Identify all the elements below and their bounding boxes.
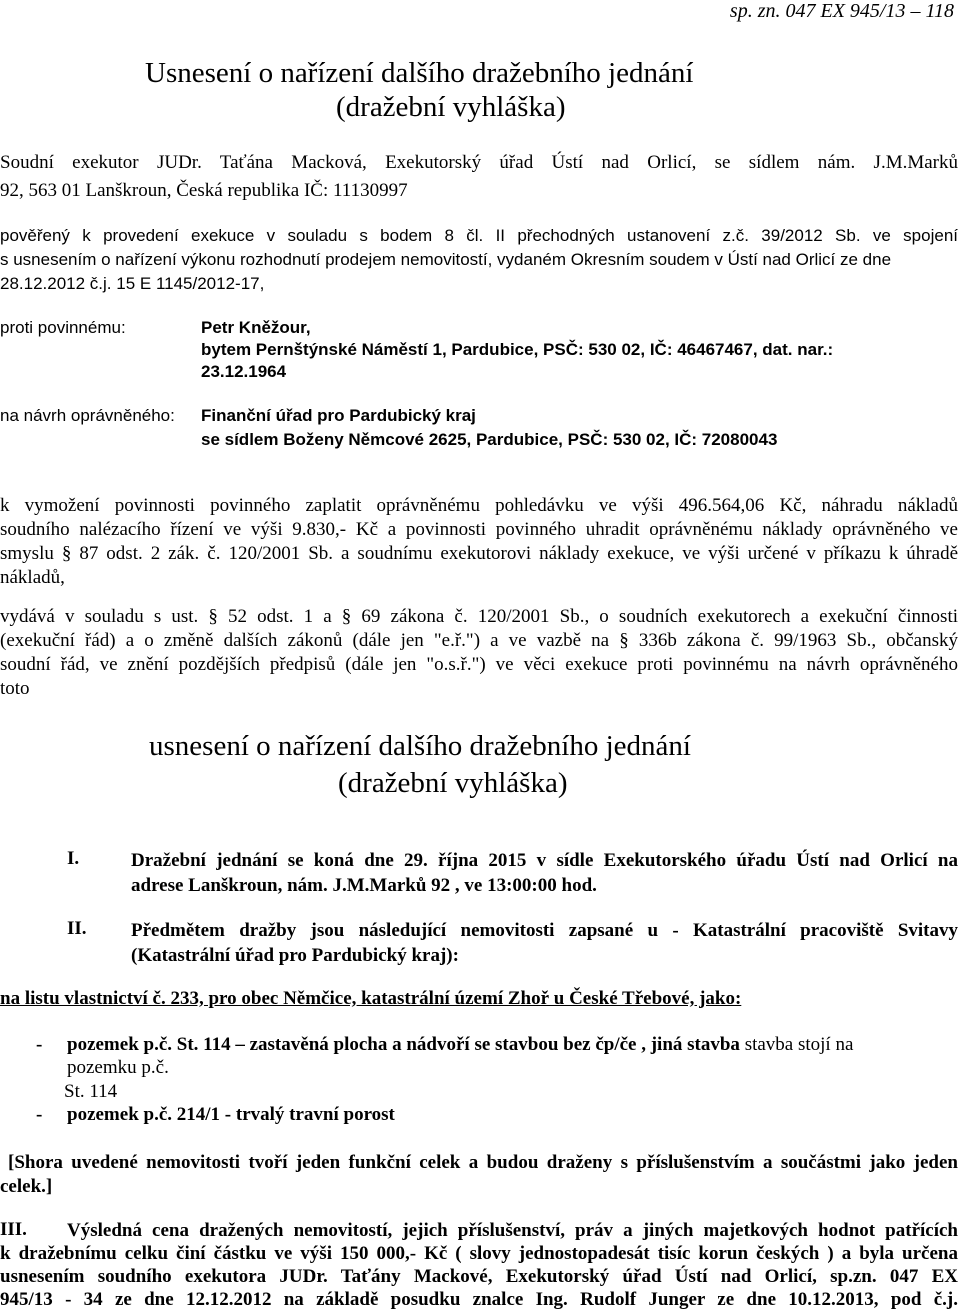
document-title-line1: Usnesení o nařízení dalšího dražebního jednání [145,57,694,89]
debtor-label: proti povinnému: [0,318,126,337]
claim-line4: nákladů, [0,567,65,588]
section-3-line4: 945/13 - 34 ze dne 12.12.2012 na základě posudku znalce Ing. Rudolf Junger ze dne 10.12.2013, pod č.j. [0,1289,958,1310]
note-line2: celek.] [0,1176,53,1197]
executor-line2: 92, 563 01 Lanškroun, Česká republika IČ: 11130997 [0,180,408,201]
creditor-address: se sídlem Boženy Němcové 2625, Pardubice, PSČ: 530 02, IČ: 72080043 [201,430,778,449]
issue-line1: vydává v souladu s ust. § 52 odst. 1 a § 69 zákona č. 120/2001 Sb., o soudních exekutorech a exekuční činnosti [0,606,958,627]
section-1-number: I. [67,848,80,869]
section-3-line3: usnesením soudního exekutora JUDr. Taťány Mackové, Exekutorský úřad Ústí nad Orlicí, sp.zn. 047 EX [0,1266,958,1287]
section-1-line1: Dražební jednání se koná dne 29. října 2015 v sídle Exekutorského úřadu Ústí nad Orlicí na [131,850,958,871]
claim-line2: soudního nalézacího řízení ve výši 9.830,- Kč a povinnosti povinného uhradit oprávněnému náklady oprávněného ve [0,519,958,540]
item-1-line1 [67,1034,853,1056]
executor-line1: Soudní exekutor JUDr. Taťána Macková, Exekutorský úřad Ústí nad Orlicí, se sídlem nám. J.M.Marků [0,152,958,173]
section-3-line2: k dražebnímu celku činí částku ve výši 150 000,- Kč ( slovy jednostopadesát tisíc korun českých ) a byla určena [0,1243,958,1264]
issue-line4: toto [0,678,30,699]
section-1-text [131,848,958,898]
item-1-bold: pozemek p.č. St. 114 – zastavěná plocha a nádvoří se stavbou bez čp/če , jiná stavba [67,1034,740,1055]
section-3-number: III. [0,1219,27,1240]
issue-paragraph [0,605,958,701]
mandate-line2: s usnesením o nařízení výkonu rozhodnutí prodejem nemovitostí, vydaném Okresním soudem v Ústí nad Orlicí ze dne [0,250,892,269]
section-2-line1: Předmětem dražby jsou následující nemovitosti zapsané u - Katastrální pracoviště Svitavy [131,920,958,941]
debtor-address: bytem Pernštýnské Náměstí 1, Pardubice, PSČ: 530 02, IČ: 46467467, dat. nar.: [201,340,834,359]
section-3-line1: Výsledná cena dražených nemovitostí, jejich příslušenství, práv a jiných majetkových hodnot patřících [67,1220,958,1241]
creditor-name: Finanční úřad pro Pardubický kraj [201,406,476,425]
section-3-line1-block [67,1219,958,1242]
note-line1: [Shora uvedené nemovitosti tvoří jeden funkční celek a budou draženy s příslušenstvím a součástmi jako jeden [8,1152,958,1173]
item-1-line3: St. 114 [64,1081,118,1102]
section-2-line2: (Katastrální úřad pro Pardubický kraj): [131,945,459,966]
item-1-dash: - [36,1034,43,1055]
executor-paragraph [0,152,958,202]
resolution-title-line2: (dražební vyhláška) [338,767,568,799]
ownership-heading: na listu vlastnictví č. 233, pro obec Němčice, katastrální území Zhoř u České Třebové, jako: [0,988,742,1009]
item-2-text: pozemek p.č. 214/1 - trvalý travní porost [67,1104,395,1125]
debtor-name: Petr Kněžour, [201,318,311,337]
section-2-text [131,918,958,968]
mandate-line3: 28.12.2012 č.j. 15 E 1145/2012-17, [0,274,265,293]
claim-line1: k vymožení povinnosti povinného zaplatit oprávněnému pohledávku ve výši 496.564,06 Kč, náhradu nákladů [0,495,958,516]
creditor-label: na návrh oprávněného: [0,406,175,425]
item-1-line2: pozemku p.č. [67,1057,169,1078]
resolution-title-line1: usnesení o nařízení dalšího dražebního jednání [149,730,691,762]
document-title-line2: (dražební vyhláška) [336,91,566,123]
section-1-line2: adrese Lanškroun, nám. J.M.Marků 92 , ve 13:00:00 hod. [131,875,597,896]
item-2-dash: - [36,1104,43,1125]
mandate-line1: pověřený k provedení exekuce v souladu s bodem 8 čl. II přechodných ustanovení z.č. 39/2012 Sb. ve spojení [0,226,958,245]
mandate-paragraph [0,224,958,296]
debtor-dob: 23.12.1964 [201,362,287,381]
case-reference: sp. zn. 047 EX 945/13 – 118 [729,0,954,22]
section-3-text [0,1242,958,1311]
section-2-number: II. [67,918,87,939]
claim-line3: smyslu § 87 odst. 2 zák. č. 120/2001 Sb. a soudnímu exekutorovi náklady exekuce, ve výši určené v příkazu k úhradě [0,543,958,564]
note-paragraph [0,1151,958,1199]
issue-line2: (exekuční řád) a o změně dalších zákonů (dále jen "e.ř.") a ve vazbě na § 336b zákona č. 99/1963 Sb., občanský [0,630,958,651]
item-1-rest: stavba stojí na [739,1034,854,1055]
issue-line3: soudní řád, ve znění pozdějších předpisů (dále jen "o.s.ř.") ve věci exekuce proti povinnému na návrh oprávněného [0,654,958,675]
claim-paragraph [0,494,958,590]
